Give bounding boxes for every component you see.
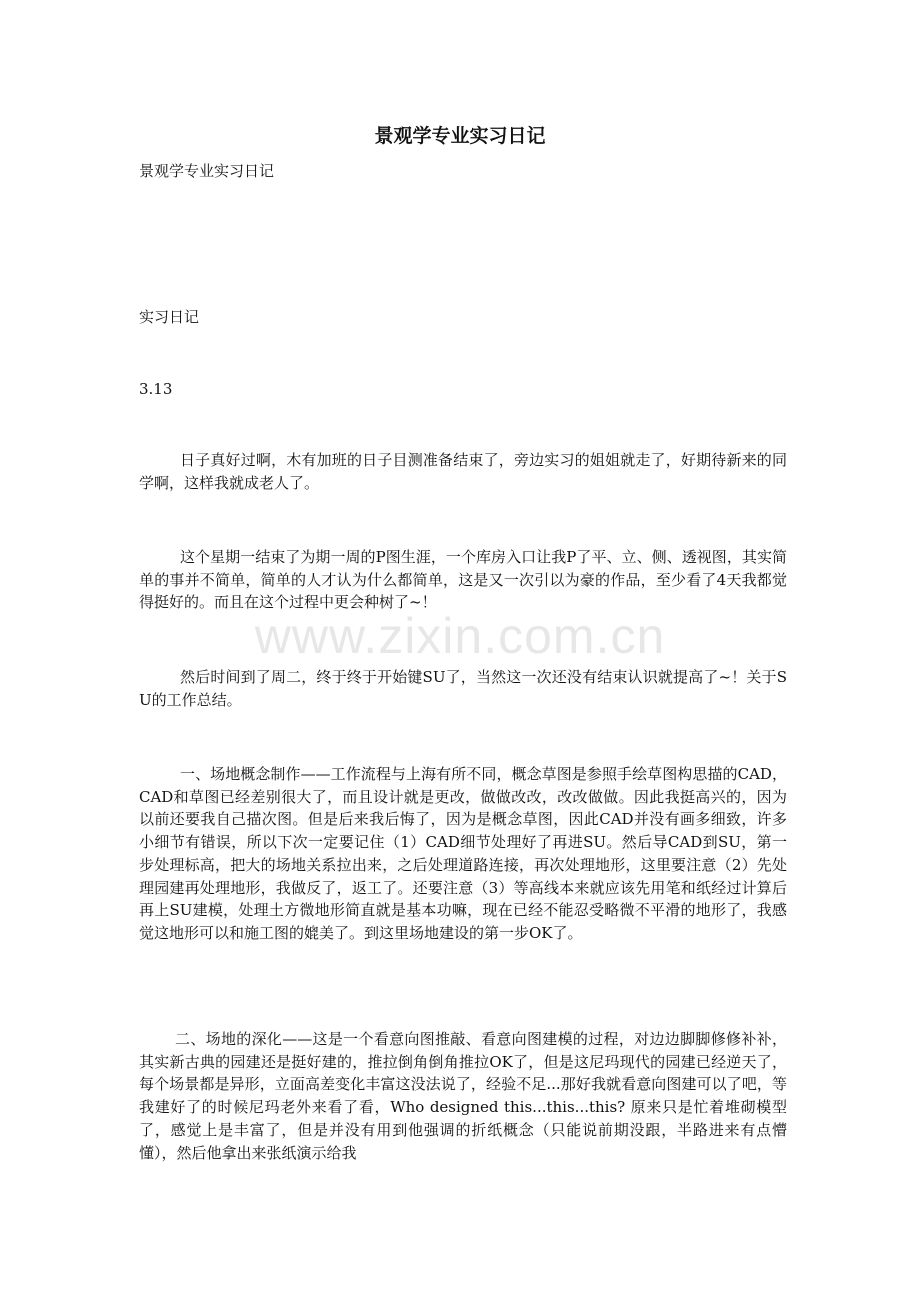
paragraph-3: 然后时间到了周二，终于终于开始键SU了，当然这一次还没有结束认识就提高了~！关于SU的工作总结。 (139, 668, 787, 709)
paragraph-4: 一、场地概念制作——工作流程与上海有所不同，概念草图是参照手绘草图构思描的CAD，CAD和草图已经差别很大了，而且设计就是更改，做做改改，改改做做。因此我挺高兴的，因为以前还要我自己描次图。但是后来我后悔了，因为是概念草图，因此CAD并没有画多细致，许多小细节有错误，所以下次一定要记住（1）CAD细节处理好了再进SU。然后导CAD到SU，第一步处理标高，把大的场地关系拉出来，之后处理道路连接，再次处理地形，这里要注意（2）先处理园建再处理地形，我做反了，返工了。还要注意（3）等高线本来就应该先用笔和纸经过计算后再上SU建模，处理土方微地形简直就是基本功嘛，现在已经不能忍受略微不平滑的地形了，我感觉这地形可以和施工图的媲美了。到这里场地建设的第一步OK了。 (139, 765, 787, 942)
paragraph-2: 这个星期一结束了为期一周的P图生涯，一个库房入口让我P了平、立、侧、透视图，其实简单的事并不简单，简单的人才认为什么都简单，这是又一次引以为豪的作品，至少看了4天我都觉得挺好的。而且在这个过程中更会种树了~！ (139, 548, 787, 612)
paragraph-5: 二、场地的深化——这是一个看意向图推敲、看意向图建模的过程，对边边脚脚修修补补，其实新古典的园建还是挺好建的，推拉倒角倒角推拉OK了，但是这尼玛现代的园建已经逆天了，每个场景都是异形，立面高差变化丰富这没法说了，经验不足...那好我就看意向图建可以了吧，等我建好了的时候尼玛老外来看了看，Who designed this...this...this? 原来只是忙着堆砌模型了，感觉上是丰富了，但是并没有用到他强调的折纸概念（只能说前期没跟，半路进来有点懵懂），然后他拿出来张纸演示给我 (139, 1030, 787, 1162)
document-subtitle: 景观学专业实习日记 (139, 162, 275, 180)
document-title: 景观学专业实习日记 (374, 125, 546, 147)
section-heading: 实习日记 (139, 308, 200, 326)
diary-date: 3.13 (139, 380, 173, 398)
paragraph-1: 日子真好过啊，木有加班的日子目测准备结束了，旁边实习的姐姐就走了，好期待新来的同学啊，这样我就成老人了。 (139, 451, 787, 492)
watermark-text: www.zixin.com.cn (254, 608, 666, 664)
